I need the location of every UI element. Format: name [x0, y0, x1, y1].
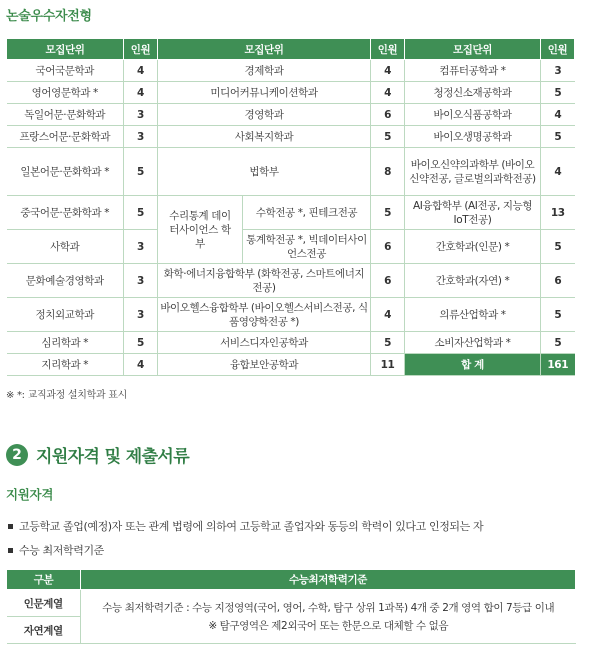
- criteria-cell: [81, 590, 576, 644]
- count-cell: 5: [371, 126, 405, 148]
- header-unit-2: 모집단위: [158, 39, 371, 60]
- bullet-item: [8, 518, 483, 534]
- unit-cell: 청정신소재공학과: [405, 82, 541, 104]
- unit-cell: 심리학과 *: [7, 332, 124, 354]
- unit-cell: 경제학과: [158, 60, 371, 82]
- count-cell: 3: [124, 230, 158, 264]
- total-label: 합 계: [405, 354, 541, 376]
- count-cell: 5: [124, 332, 158, 354]
- subheading-eligibility: 지원자격: [6, 487, 54, 502]
- table-row: [7, 82, 575, 104]
- count-cell: 8: [371, 148, 405, 196]
- unit-cell: 수학전공 *, 핀테크전공: [243, 196, 371, 230]
- count-cell: 4: [371, 60, 405, 82]
- unit-cell: 화학·에너지융합학부 (화학전공, 스마트에너지전공): [158, 264, 371, 298]
- unit-cell: 법학부: [158, 148, 371, 196]
- unit-cell: 바이오신약의과학부 (바이오신약전공, 글로벌의과학전공): [405, 148, 541, 196]
- section-heading-2: [6, 442, 189, 467]
- count-cell: 4: [124, 60, 158, 82]
- unit-cell: 일본어문·문화학과 *: [7, 148, 124, 196]
- total-value: 161: [541, 354, 575, 376]
- section-title-nonsul: 논술우수자전형: [6, 9, 92, 24]
- count-cell: 3: [124, 264, 158, 298]
- table-row: [7, 148, 575, 196]
- unit-cell: 국어국문학과: [7, 60, 124, 82]
- count-cell: 5: [371, 332, 405, 354]
- square-bullet-icon: [8, 524, 13, 529]
- unit-cell: 사회복지학과: [158, 126, 371, 148]
- count-cell: 4: [124, 354, 158, 376]
- unit-cell: 통계학전공 *, 빅데이터사이언스전공: [243, 230, 371, 264]
- unit-cell: 사학과: [7, 230, 124, 264]
- csat-requirement-table: [6, 569, 576, 644]
- header-count-3: 인원: [541, 39, 575, 60]
- header-unit-1: 모집단위: [7, 39, 124, 60]
- count-cell: 6: [371, 104, 405, 126]
- count-cell: 3: [541, 60, 575, 82]
- unit-cell: 영어영문학과 *: [7, 82, 124, 104]
- table-row: [7, 126, 575, 148]
- header-count-1: 인원: [124, 39, 158, 60]
- bullet-item: [8, 542, 104, 558]
- count-cell: 5: [541, 230, 575, 264]
- header-unit-3: 모집단위: [405, 39, 541, 60]
- criteria-text: 수능 최저학력기준 : 수능 지정영역(국어, 영어, 수학, 탐구 상위 1과목) 4개 중 2개 영역 합이 7등급 이내: [102, 601, 555, 614]
- count-cell: 5: [124, 196, 158, 230]
- unit-cell: 서비스디자인공학과: [158, 332, 371, 354]
- count-cell: 5: [541, 82, 575, 104]
- count-cell: 5: [371, 196, 405, 230]
- table-row: [7, 332, 575, 354]
- table-row: [7, 230, 575, 264]
- unit-cell: 문화예술경영학과: [7, 264, 124, 298]
- count-cell: 4: [124, 82, 158, 104]
- unit-cell: 바이오생명공학과: [405, 126, 541, 148]
- unit-cell: 독일어문·문화학과: [7, 104, 124, 126]
- bullet-text: 고등학교 졸업(예정)자 또는 관계 법령에 의하여 고등학교 졸업자와 동등의 학력이 있다고 인정되는 자: [19, 520, 484, 533]
- count-cell: 4: [541, 104, 575, 126]
- criteria-note: ※ 탐구영역은 제2외국어 또는 한문으로 대체할 수 없음: [208, 619, 449, 632]
- unit-cell: 바이오식품공학과: [405, 104, 541, 126]
- unit-cell: 경영학과: [158, 104, 371, 126]
- unit-cell: 간호학과(인문) *: [405, 230, 541, 264]
- header-criteria: 수능최저학력기준: [81, 570, 576, 590]
- unit-cell: 소비자산업학과 *: [405, 332, 541, 354]
- count-cell: 6: [371, 264, 405, 298]
- square-bullet-icon: [8, 548, 13, 553]
- table-row: [7, 104, 575, 126]
- table-header-row: [7, 570, 576, 590]
- table-header-row: [7, 39, 575, 60]
- table-row: [7, 590, 576, 617]
- unit-cell: 컴퓨터공학과 *: [405, 60, 541, 82]
- count-cell: 3: [124, 126, 158, 148]
- admission-quota-table: [6, 38, 575, 376]
- unit-cell: 융합보안공학과: [158, 354, 371, 376]
- count-cell: 5: [124, 148, 158, 196]
- table-row: [7, 298, 575, 332]
- unit-cell: 정치외교학과: [7, 298, 124, 332]
- header-count-2: 인원: [371, 39, 405, 60]
- count-cell: 6: [371, 230, 405, 264]
- table-row: [7, 264, 575, 298]
- unit-cell: 의류산업학과 *: [405, 298, 541, 332]
- header-category: 구분: [7, 570, 81, 590]
- table-row: [7, 60, 575, 82]
- count-cell: 3: [124, 298, 158, 332]
- unit-cell: 간호학과(자연) *: [405, 264, 541, 298]
- count-cell: 4: [371, 298, 405, 332]
- count-cell: 4: [371, 82, 405, 104]
- count-cell: 6: [541, 264, 575, 298]
- count-cell: 4: [541, 148, 575, 196]
- unit-cell: 지리학과 *: [7, 354, 124, 376]
- footnote: ※ *: 교직과정 설치학과 표시: [6, 390, 127, 401]
- count-cell: 13: [541, 196, 575, 230]
- count-cell: 11: [371, 354, 405, 376]
- table-row: [7, 354, 575, 376]
- unit-cell: 미디어커뮤니케이션학과: [158, 82, 371, 104]
- count-cell: 5: [541, 126, 575, 148]
- unit-parent-cell: 수리통계 데이터사이언스 학부: [158, 196, 243, 264]
- bullet-text: 수능 최저학력기준: [19, 544, 104, 557]
- count-cell: 3: [124, 104, 158, 126]
- unit-cell: 중국어문·문화학과 *: [7, 196, 124, 230]
- count-cell: 5: [541, 332, 575, 354]
- category-humanities: 인문계열: [7, 590, 81, 617]
- section-number-badge: 2: [6, 444, 28, 466]
- count-cell: 5: [541, 298, 575, 332]
- unit-cell: 바이오헬스융합학부 (바이오헬스서비스전공, 식품영양학전공 *): [158, 298, 371, 332]
- section-title-eligibility: 지원자격 및 제출서류: [36, 447, 190, 467]
- unit-cell: AI융합학부 (AI전공, 지능형IoT전공): [405, 196, 541, 230]
- category-natural-sciences: 자연계열: [7, 617, 81, 644]
- unit-cell: 프랑스어문·문화학과: [7, 126, 124, 148]
- table-row: [7, 196, 575, 230]
